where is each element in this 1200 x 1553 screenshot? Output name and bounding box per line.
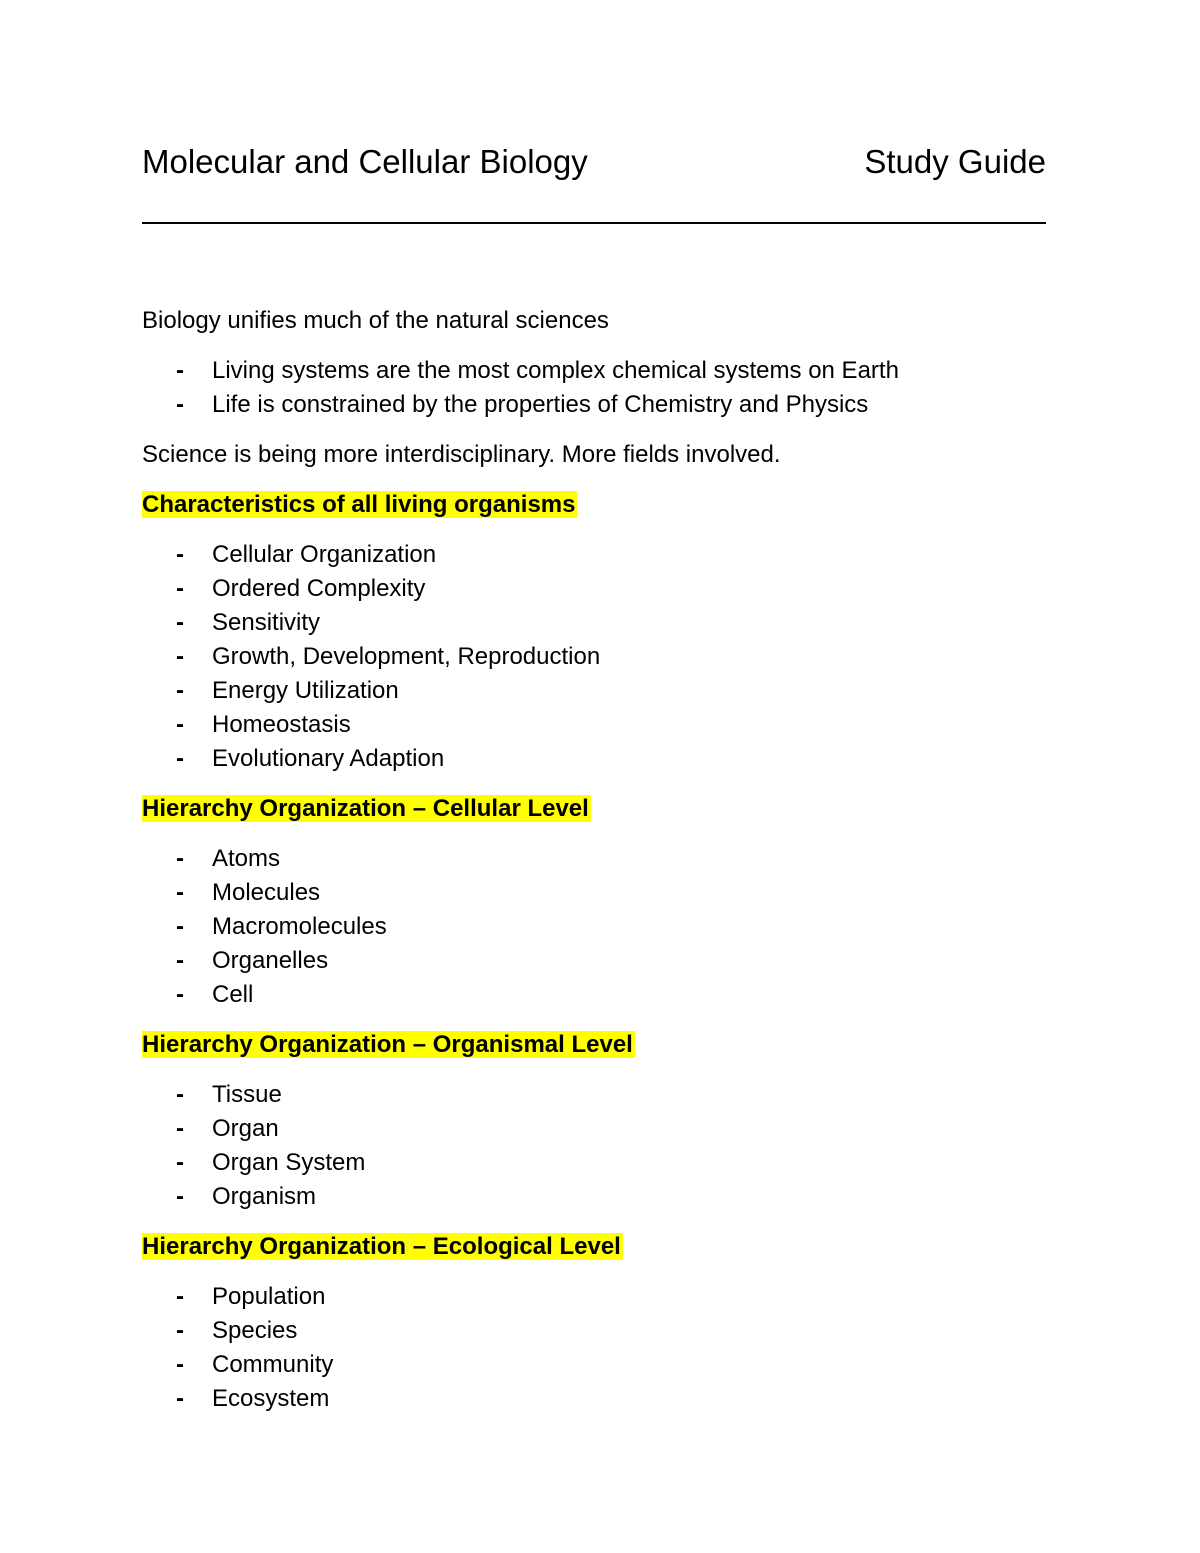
section-heading-cellular-level <box>142 792 1046 826</box>
list-item-text: Molecules <box>212 879 321 906</box>
section-heading-organismal-level <box>142 1028 1046 1062</box>
list-item-text: Cellular Organization <box>212 541 437 568</box>
list-item-text: Life is constrained by the properties of Chemistry and Physics <box>212 391 869 418</box>
list-item <box>142 742 1046 776</box>
document-type-label: Study Guide <box>864 143 1046 180</box>
bullet-dash: - <box>176 391 184 418</box>
list-item-text: Organelles <box>212 947 329 974</box>
bullet-dash: - <box>176 745 184 772</box>
bullet-dash: - <box>176 643 184 670</box>
list-item-text: Population <box>212 1283 326 1310</box>
bullet-dash: - <box>176 1183 184 1210</box>
list-item-text: Living systems are the most complex chemical systems on Earth <box>212 357 899 384</box>
list-item <box>142 388 1046 422</box>
bullet-dash: - <box>176 845 184 872</box>
list-item-text: Sensitivity <box>212 609 321 636</box>
bullet-dash: - <box>176 1081 184 1108</box>
list-item-text: Evolutionary Adaption <box>212 745 445 772</box>
list-item <box>142 910 1046 944</box>
section-heading-characteristics <box>142 488 1046 522</box>
bullet-dash: - <box>176 1351 184 1378</box>
list-item-text: Ecosystem <box>212 1385 330 1412</box>
course-title: Molecular and Cellular Biology <box>142 143 588 180</box>
organismal-level-list <box>142 1078 1046 1214</box>
bullet-dash: - <box>176 609 184 636</box>
list-item <box>142 1348 1046 1382</box>
list-item <box>142 640 1046 674</box>
highlighted-heading-text: Characteristics of all living organisms <box>142 491 576 518</box>
bullet-dash: - <box>176 575 184 602</box>
characteristics-list <box>142 538 1046 776</box>
list-item-text: Atoms <box>212 845 281 872</box>
intro-bullet-list <box>142 354 1046 422</box>
list-item <box>142 1280 1046 1314</box>
list-item <box>142 1180 1046 1214</box>
list-item <box>142 708 1046 742</box>
list-item <box>142 1112 1046 1146</box>
list-item <box>142 1314 1046 1348</box>
bullet-dash: - <box>176 1115 184 1142</box>
highlighted-heading-text: Hierarchy Organization – Cellular Level <box>142 795 589 822</box>
list-item-text: Macromolecules <box>212 913 387 940</box>
bullet-dash: - <box>176 1283 184 1310</box>
bullet-dash: - <box>176 1385 184 1412</box>
bullet-dash: - <box>176 913 184 940</box>
bullet-dash: - <box>176 879 184 906</box>
list-item <box>142 944 1046 978</box>
cellular-level-list <box>142 842 1046 1012</box>
bullet-dash: - <box>176 677 184 704</box>
bullet-dash: - <box>176 357 184 384</box>
list-item <box>142 1382 1046 1416</box>
document-body <box>142 304 1046 1432</box>
list-item <box>142 606 1046 640</box>
list-item <box>142 842 1046 876</box>
bullet-dash: - <box>176 947 184 974</box>
list-item-text: Organ <box>212 1115 279 1142</box>
bullet-dash: - <box>176 1317 184 1344</box>
highlighted-heading-text: Hierarchy Organization – Organismal Level <box>142 1031 633 1058</box>
list-item-text: Organ System <box>212 1149 366 1176</box>
list-item-text: Energy Utilization <box>212 677 399 704</box>
list-item <box>142 538 1046 572</box>
list-item <box>142 572 1046 606</box>
bullet-dash: - <box>176 1149 184 1176</box>
list-item-text: Tissue <box>212 1081 282 1108</box>
intro-text: Biology unifies much of the natural sciences <box>142 307 609 334</box>
list-item-text: Ordered Complexity <box>212 575 426 602</box>
list-item-text: Community <box>212 1351 334 1378</box>
list-item-text: Species <box>212 1317 298 1344</box>
ecological-level-list <box>142 1280 1046 1416</box>
list-item-text: Cell <box>212 981 254 1008</box>
bullet-dash: - <box>176 541 184 568</box>
list-item-text: Organism <box>212 1183 317 1210</box>
list-item <box>142 674 1046 708</box>
list-item-text: Growth, Development, Reproduction <box>212 643 601 670</box>
list-item <box>142 354 1046 388</box>
section-heading-ecological-level <box>142 1230 1046 1264</box>
list-item <box>142 1146 1046 1180</box>
list-item <box>142 876 1046 910</box>
header-divider <box>142 222 1046 224</box>
bullet-dash: - <box>176 981 184 1008</box>
list-item <box>142 1078 1046 1112</box>
highlighted-heading-text: Hierarchy Organization – Ecological Level <box>142 1233 621 1260</box>
intro-note: Science is being more interdisciplinary. More fields involved. <box>142 441 781 468</box>
bullet-dash: - <box>176 711 184 738</box>
document-header <box>142 140 1046 184</box>
list-item-text: Homeostasis <box>212 711 351 738</box>
list-item <box>142 978 1046 1012</box>
